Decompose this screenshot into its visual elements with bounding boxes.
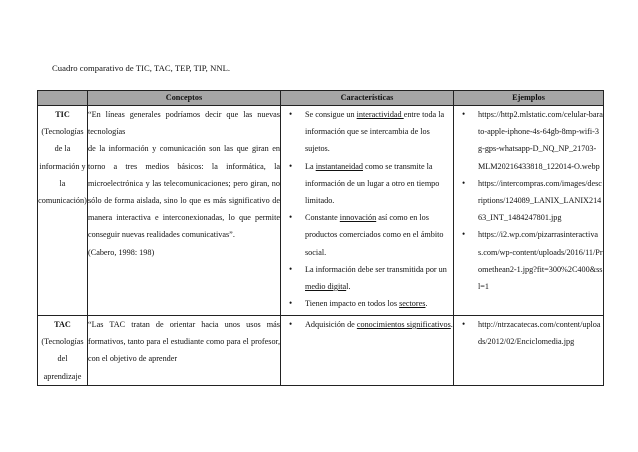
term-desc-line: de la — [54, 144, 71, 154]
examples-cell — [454, 316, 604, 386]
term-desc-line: la — [59, 178, 66, 188]
header-term — [38, 91, 88, 106]
header-ejemplos: Ejemplos — [454, 91, 604, 106]
term-name: TIC — [55, 110, 70, 119]
concept-text: “En líneas generales podríamos decir que las nuevas tecnologías — [88, 110, 280, 137]
examples-cell — [454, 106, 604, 316]
header-caracteristicas: Características — [281, 91, 454, 106]
concept-text: de la información y comunicación son las que giran en torno a tres medios básicos: la informática, la microelectrónica y las telecomunicaciones; pero giran, no sólo de forma aislada, sino lo que es más significativo de manera interactiva e interconexionadas, lo que permite conseguir nuevas realidades comunicativas”. — [88, 144, 280, 240]
list-item: • La información debe ser transmitida por un medio digital. — [305, 261, 453, 295]
example-link[interactable]: • https://intercompras.com/images/descriptions/124089_LANIX_LANIX21463_INT_1484247801.jpg — [478, 175, 603, 227]
term-desc-line: (Tecnologías — [41, 127, 84, 137]
example-link[interactable]: • https://http2.mlstatic.com/celular-barato-apple-iphone-4s-64gb-8mp-wifi-3g-gps-whatsapp-D_NQ_NP_21703-MLM20216433818_122014-O.webp — [478, 106, 603, 175]
concept-citation: (Cabero, 1998: 198) — [88, 247, 155, 257]
list-item: • Se consigue un interactividad entre toda la información que se intercambia de los sujetos. — [305, 106, 453, 158]
term-desc-line: (Tecnologías — [41, 337, 84, 347]
header-conceptos: Conceptos — [88, 91, 281, 106]
example-link[interactable]: • https://i2.wp.com/pizarrasinteractivas.com/wp-content/uploads/2016/11/Promethean2-1.jpg?fit=300%2C400&ssl=1 — [478, 226, 603, 295]
term-desc-line: información y — [39, 161, 86, 171]
list-item: • Adquisición de conocimientos significativos. — [305, 316, 453, 333]
term-desc-line: del aprendizaje — [43, 354, 82, 381]
comparison-table — [37, 90, 604, 386]
list-item: • Constante innovación así como en los productos comerciados como en el ámbito social. — [305, 209, 453, 261]
term-name: TAC — [54, 320, 71, 329]
characteristics-cell — [281, 106, 454, 316]
concept-text: “Las TAC tratan de orientar hacia unos usos más formativos, tanto para el estudiante como para el profesor, con el objetivo de aprender — [88, 320, 280, 364]
characteristics-cell — [281, 316, 454, 386]
concept-cell — [88, 106, 281, 316]
term-desc-line: comunicación) — [38, 196, 87, 206]
example-link[interactable]: • http://ntrzacatecas.com/content/uploads/2012/02/Enciclomedia.jpg — [478, 316, 603, 350]
document-caption: Cuadro comparativo de TIC, TAC, TEP, TIP, NNL. — [52, 63, 231, 73]
concept-cell — [88, 316, 281, 386]
table-row — [38, 316, 604, 386]
list-item: • Tienen impacto en todos los sectores. — [305, 295, 453, 312]
term-cell — [38, 106, 88, 316]
term-cell — [38, 316, 88, 386]
list-item: • La instantaneidad como se transmite la información de un lugar a otro en tiempo limitado. — [305, 158, 453, 210]
table-row — [38, 106, 604, 316]
table-header-row — [38, 91, 604, 106]
